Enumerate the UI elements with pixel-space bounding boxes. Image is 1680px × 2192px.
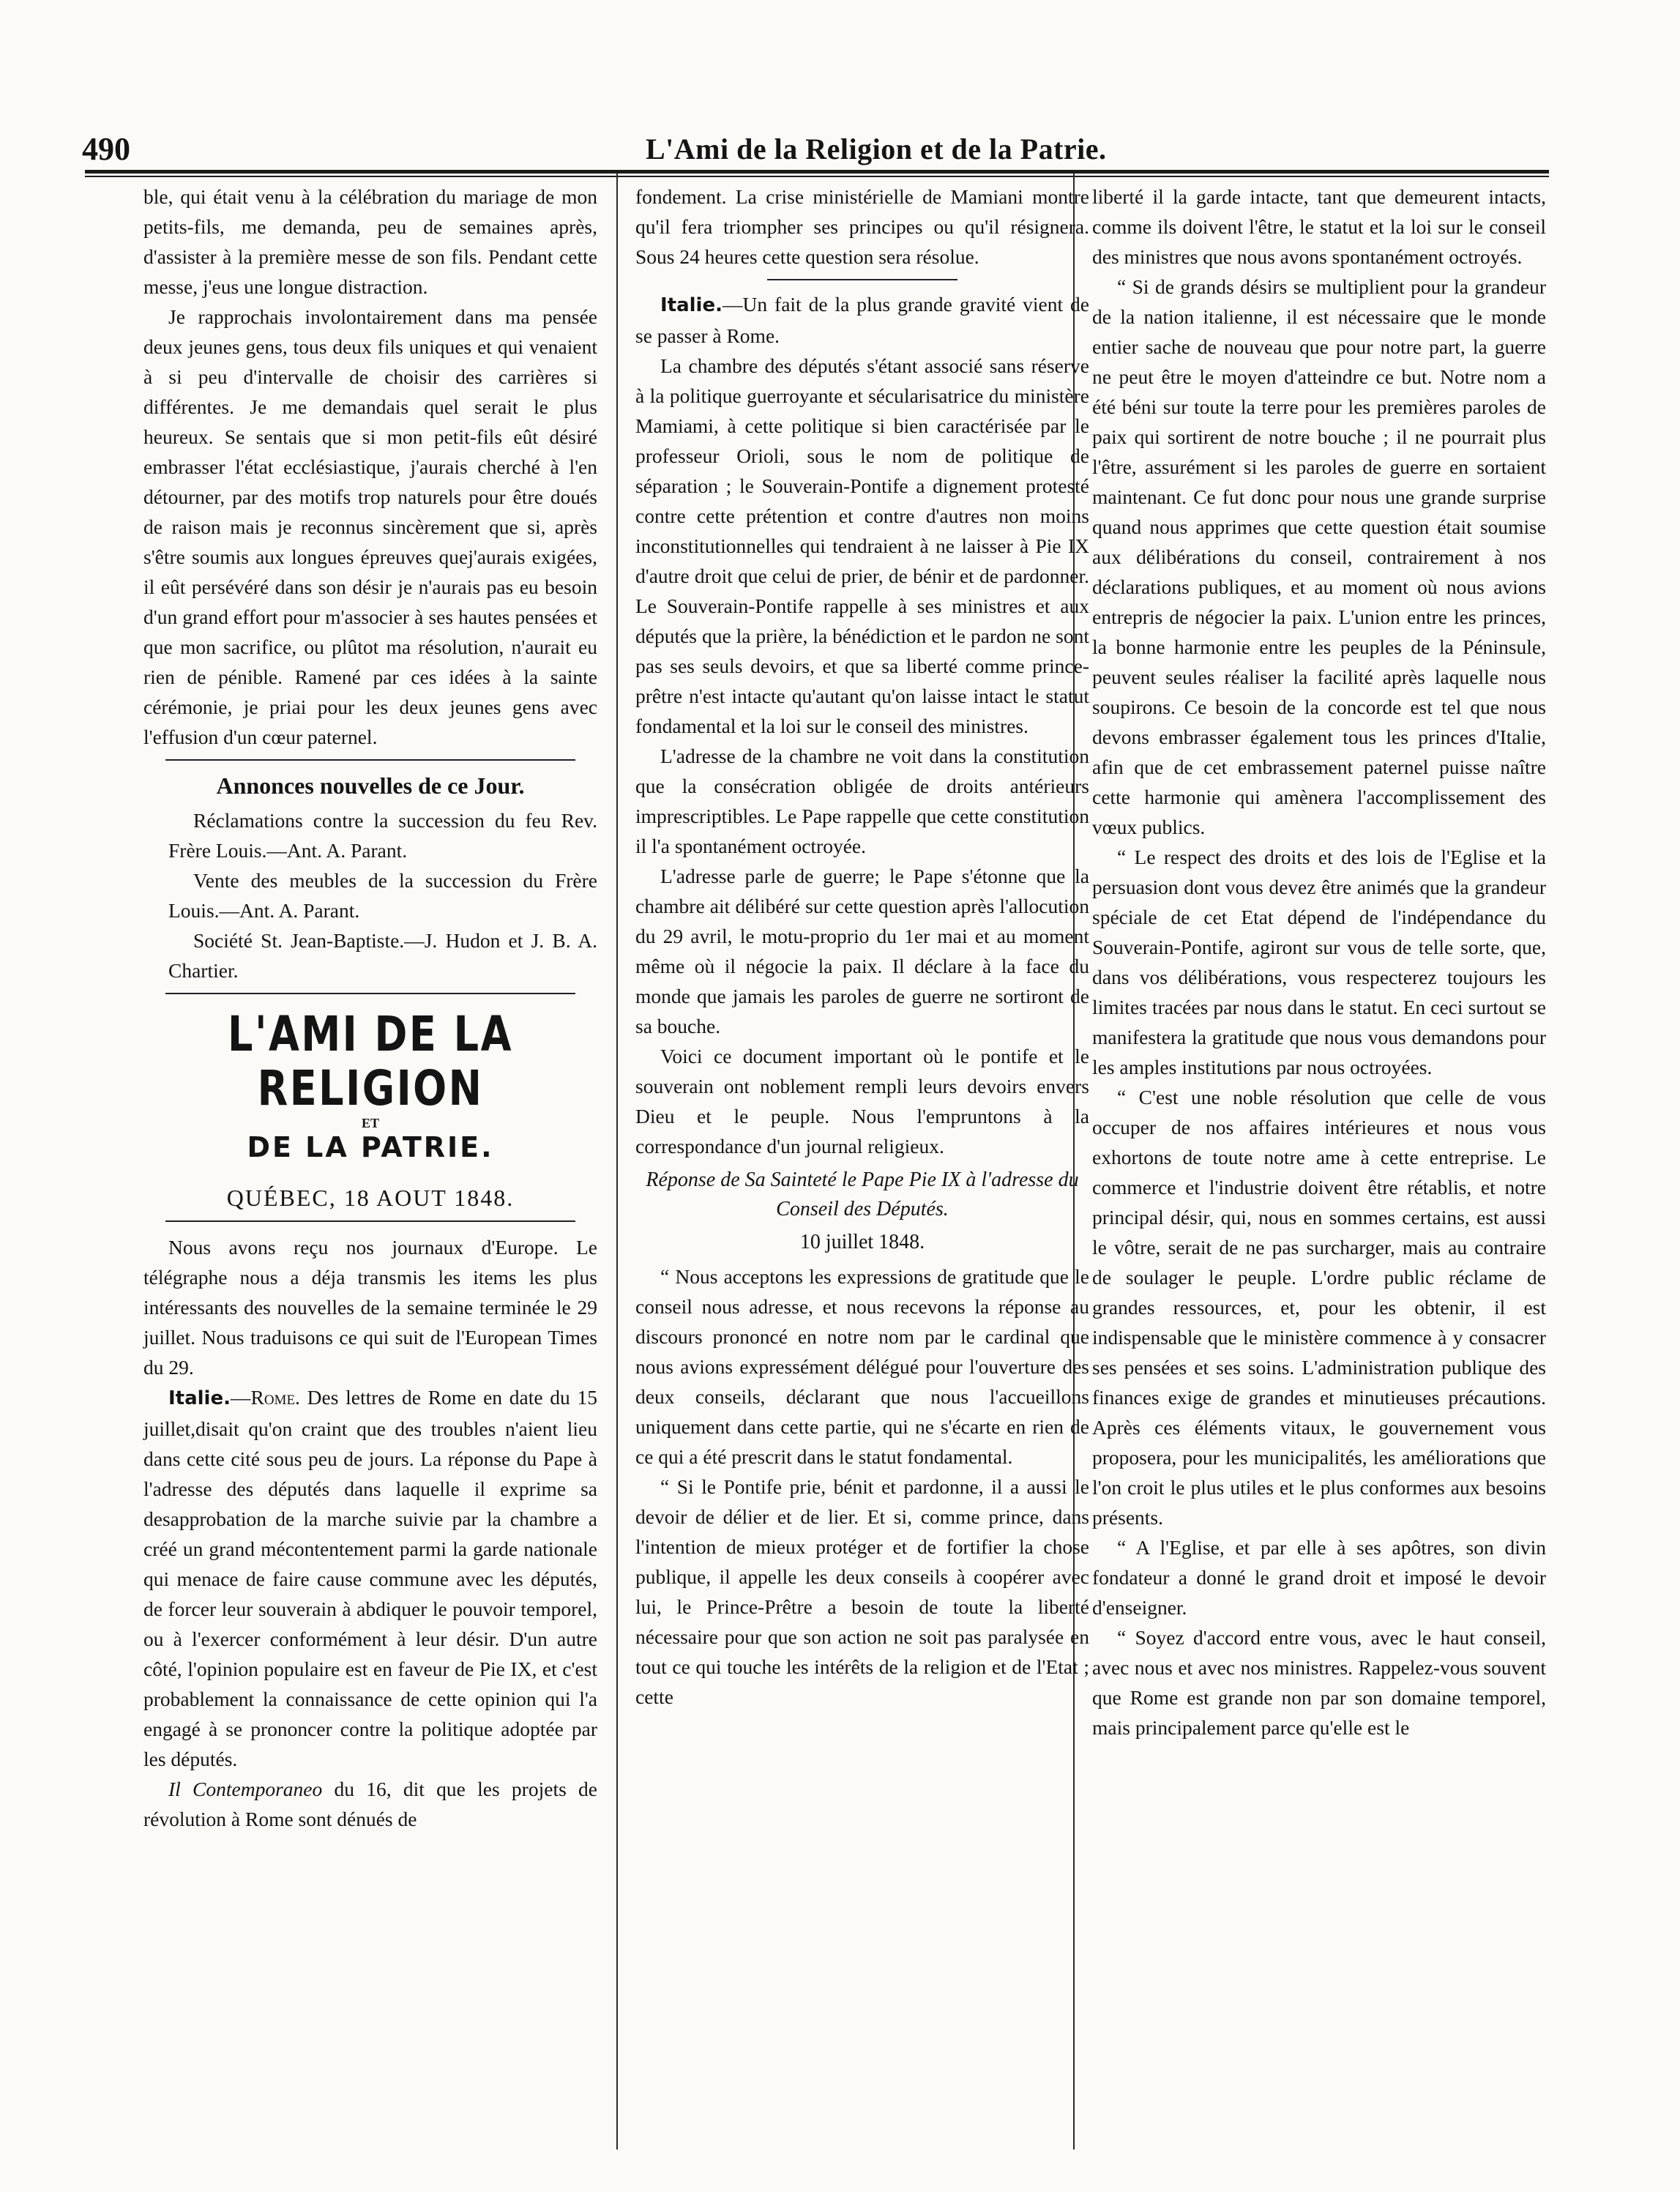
col2-paragraph-2 [635,289,1089,351]
page-header [82,123,1546,174]
col3-paragraph-4: “ C'est une noble résolution que celle de vous occuper de nos affaires intérieures et nous vous exhortons de toute notre ame à cette entreprise. Le commerce et l'industrie doivent être rétablis, et notre principal désir, qui, nous en sommes certains, est aussi le vôtre, serait de ne pas surcharger, mais au contraire de soulager le peuple. L'ordre public réclame de grandes ressources, et, pour les obtenir, il est indispensable que le ministère commence à y consacrer ses pensées et ses soins. L'administration publique des finances exige de grandes et minutieuses précautions. Après ces éléments vitaux, le gouvernement vous proposera, pour les municipalités, les améliorations que l'on croit le plus utiles et le plus conformes aux besoins présents. [1092,1086,1546,1529]
col3-paragraph-1: liberté il la garde intacte, tant que demeurent intacts, comme ils doivent l'être, le statut et la loi sur le conseil des ministres que nous avons spontanément octroyés. [1092,185,1546,268]
col2-paragraph-1: fondement. La crise ministérielle de Mamiani montre qu'il fera triompher ses principes ou qu'il résignera. Sous 24 heures cette question sera résolue. [635,185,1089,268]
running-title: L'Ami de la Religion et de la Patrie. [646,132,1107,165]
masthead-subtitle: DE LA PATRIE. [247,1131,494,1163]
col2-paragraph-4: L'adresse de la chambre ne voit dans la constitution que la consécration obligée de droits antérieurs imprescriptibles. Le Pape rappelle que cette constitution il l'a spontanément octroyée. [635,745,1089,857]
column-2 [635,182,1089,1712]
section-lead-italie: Italie. [660,294,723,316]
col3-paragraph-2: “ Si de grands désirs se multiplient pour la grandeur de la nation italienne, il est nécessaire que le monde entier sache de nouveau que pour notre part, la guerre ne peut être le moyen d'atteindre ce but. Notre nom a été béni sur toute la terre pour les premières paroles de paix qui sortirent de notre bouche ; il ne pourrait plus l'être, assurément si les paroles de guerre en sortaient maintenant. Ce fut donc pour nous une grande surprise quand nous apprimes que cette question était soumise aux délibérations du conseil, contrairement à nos déclarations publiques, et au moment où nous avions entrepris de négocier la paix. L'union entre les princes, la bonne harmonie entre les peuples de la Péninsule, peuvent seules réaliser la facilité après laquelle nous soupirons. Ce besoin de la concorde est tel que nous devons embrasser également tous les princes d'Italie, afin que de cet embrassement paternel puisse naître cette harmonie qui amènera l'accomplissement des vœux publics. [1092,275,1546,838]
header-rule [85,170,1549,174]
col1-paragraph-4-text: Des lettres de Rome en date du 15 juillet,disait qu'on craint que des troubles n'aient lieu dans cette cité sous peu de jours. La réponse du Pape à l'adresse des députés dans laquelle il exprime sa desapprobation de la marche suivie par la chambre a créé un grand mécontentement parmi la garde nationale qui menace de faire cause commune avec les députés, de forcer leur souverain à abdiquer le pouvoir temporel, ou à l'exercer conformément à leur désir. D'un autre côté, l'opinion populaire est en faveur de Pie IX, et c'est probablement la connaissance de cette opinion qui l'a engagé à se prononcer contre la politique adoptée par les députés. [143,1386,597,1770]
section-rule [165,759,575,761]
place-rome: —Rome. [230,1386,300,1409]
document-date: 10 juillet 1848. [799,1231,925,1253]
col1-paragraph-5-text: du 16, dit que les projets de révolution à Rome sont dénués de [143,1778,597,1830]
masthead-title: L'AMI DE LA RELIGION [228,1006,513,1116]
annonce-item-3: Société St. Jean-Baptiste.—J. Hudon et J. B. A. Chartier. [168,929,597,982]
col2-paragraph-5: L'adresse parle de guerre; le Pape s'étonne que la chambre ait délibéré sur cette question après l'allocution du 29 avril, le motu-proprio du 1er mai et au moment même où il négocie la paix. Il déclare à la face du monde que jamais les paroles de guerre ne sortiront de sa bouche. [635,865,1089,1037]
annonce-item-1: Réclamations contre la succession du feu Rev. Frère Louis.—Ant. A. Parant. [168,809,597,862]
header-rule-thin [85,176,1549,177]
newspaper-name: Il Contemporaneo [168,1778,323,1800]
col1-paragraph-4 [143,1382,597,1774]
column-1 [143,182,597,1834]
section-rule [165,993,575,994]
section-lead-italie: Italie. [168,1387,231,1409]
section-rule [165,1220,575,1222]
col2-paragraph-8: “ Si le Pontife prie, bénit et pardonne, il a aussi le devoir de délier et de lier. Et si, comme prince, dans l'intention de mieux protéger et de fortifier la chose publique, il appelle les deux conseils à coopérer avec lui, le Prince-Prêtre a besoin de toute la liberté nécessaire pour que son action ne soit pas paralysée en tout ce qui touche les intérêts de la religion et de l'Etat ; cette [635,1475,1089,1708]
col1-paragraph-3: Nous avons reçu nos journaux d'Europe. Le télégraphe nous a déja transmis les items les plus intéressants des nouvelles de la semaine terminée le 29 juillet. Nous traduisons ce qui suit de l'European Times du 29. [143,1236,597,1379]
col1-paragraph-5 [143,1774,597,1834]
col3-paragraph-5: “ A l'Eglise, et par elle à ses apôtres, son divin fondateur a donné le grand droit et imposé le devoir d'enseigner. [1092,1536,1546,1619]
annonce-item-2: Vente des meubles de la succession du Frère Louis.—Ant. A. Parant. [168,869,597,922]
dateline: QUÉBEC, 18 AOUT 1848. [226,1185,515,1211]
col3-paragraph-6: “ Soyez d'accord entre vous, avec le haut conseil, avec nous et avec nos ministres. Rappelez-vous souvent que Rome est grande non par son domaine temporel, mais principalement parce qu'elle est le [1092,1626,1546,1739]
page-number: 490 [82,130,130,167]
document-title: Réponse de Sa Sainteté le Pape Pie IX à l'adresse du Conseil des Députés. [646,1168,1079,1220]
masthead-et: ET [361,1116,379,1130]
col3-paragraph-3: “ Le respect des droits et des lois de l'Eglise et la persuasion dont vous devez être animés que la grandeur spéciale de cet Etat dépend de l'indépendance du Souverain-Pontife, agiront sur vous de telle sorte, que, dans vos délibérations, vous respecterez toujours les limites tracées par nous dans le statut. En ceci surtout se manifestera la gratitude que nous vous demandons pour les amples institutions par nous octroyées. [1092,846,1546,1078]
masthead [143,1007,597,1164]
col2-paragraph-3: La chambre des députés s'étant associé sans réserve à la politique guerroyante et sécularisatrice du ministère Mamiami, à cette politique si bien caractérisée par le professeur Orioli, sous le nom de politique de séparation ; le Souverain-Pontife a dignement protesté contre cette prétention et contre d'autres non moins inconstitutionnelles qui tendraient à ne laisser à Pie IX d'autre droit que celui de prier, de bénir et de pardonner. Le Souverain-Pontife rappelle à ses ministres et aux députés que la prière, la bénédiction et le pardon ne sont pas ses seuls devoirs, et que sa liberté comme prince-prêtre n'est intacte qu'autant qu'on laisse intact le statut fondamental et la loi sur le conseil des ministres. [635,354,1089,737]
col1-paragraph-1: ble, qui était venu à la célébration du mariage de mon petits-fils, me demanda, peu de semaines après, d'assister à la première messe de son fils. Pendant cette messe, j'eus une longue distraction. [143,185,597,298]
annonces-title: Annonces nouvelles de ce Jour. [216,772,525,799]
col2-paragraph-7: “ Nous acceptons les expressions de gratitude que le conseil nous adresse, et nous recevons la réponse au discours prononcé en notre nom par le cardinal que nous avions expressément délégué pour l'ouverture des deux conseils, déclarant que nous l'accueillons uniquement dans cette partie, qui ne s'écarte en rien de ce qui a été prescrit dans le statut fondamental. [635,1265,1089,1468]
column-3 [1092,182,1546,1742]
column-divider-1 [616,173,618,2150]
col2-paragraph-6: Voici ce document important où le pontife et le souverain ont noblement rempli leurs devoirs envers Dieu et le peuple. Nous l'empruntons à la correspondance d'un journal religieux. [635,1045,1089,1157]
col2-paragraph-2-text: —Un fait de la plus grande gravité vient de se passer à Rome. [635,293,1089,347]
section-rule [767,279,957,280]
col1-paragraph-2: Je rapprochais involontairement dans ma pensée deux jeunes gens, tous deux fils uniques et qui venaient à si peu d'intervalle de choisir des carrières si différentes. Je me demandais quel serait le plus heureux. Se sentais que si mon petit-fils eût désiré embrasser l'état ecclésiastique, j'aurais cherché à l'en détourner, par des motifs trop naturels pour être doués de raison mais je reconnus sincèrement que si, après s'être soumis aux longues épreuves quej'aurais exigées, il eût persévéré dans son désir je n'aurais pas eu besoin d'un grand effort pour m'associer à ses hautes pensées et que mon sacrifice, ou plûtot ma résolution, n'aurait eu rien de pénible. Ramené par ces idées à la sainte cérémonie, je priai pour les deux jeunes gens avec l'effusion d'un cœur paternel. [143,305,597,748]
